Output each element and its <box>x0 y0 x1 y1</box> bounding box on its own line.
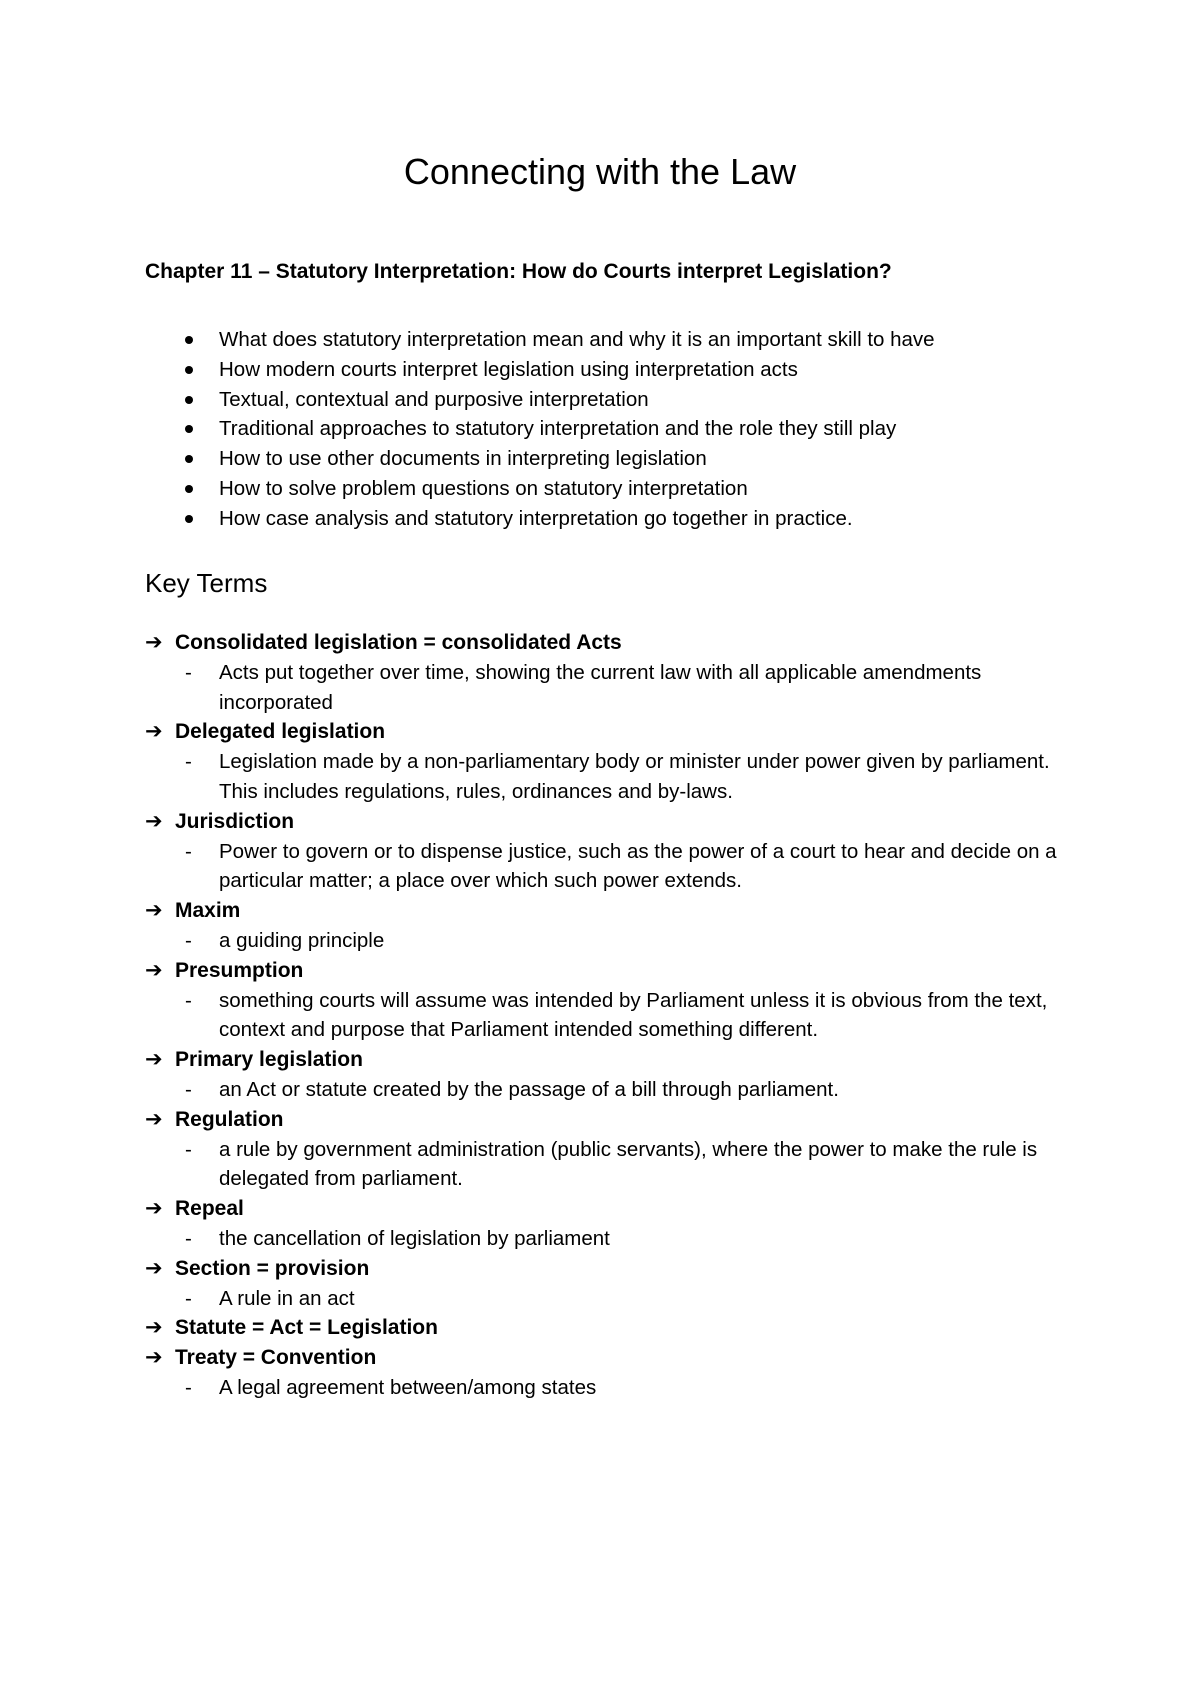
term-entry <box>145 1045 1075 1105</box>
objective-text: Traditional approaches to statutory interpretation and the role they still play <box>219 417 897 441</box>
objective-text: How case analysis and statutory interpretation go together in practice. <box>219 506 853 530</box>
definition-text: Legislation made by a non-parliamentary body or minister under power given by parliament. This includes regulations, rules, ordinances and by-laws. <box>219 750 1050 803</box>
arrow-right-icon: ➔ <box>145 1107 163 1131</box>
term-name: Delegated legislation <box>175 720 386 744</box>
term-entry <box>145 1343 1075 1403</box>
arrow-right-icon: ➔ <box>145 1048 163 1072</box>
objective-text: How to use other documents in interpreting legislation <box>219 447 707 471</box>
term-entry <box>145 896 1075 956</box>
term-name-row <box>145 717 1075 747</box>
arrow-right-icon: ➔ <box>145 1197 163 1221</box>
term-name: Section = provision <box>175 1256 370 1280</box>
term-definition <box>145 1284 1075 1314</box>
dash-icon: - <box>185 928 192 952</box>
term-name-row <box>145 1343 1075 1373</box>
arrow-right-icon: ➔ <box>145 1346 163 1370</box>
term-definitions <box>145 926 1075 956</box>
objective-item <box>145 444 1105 474</box>
bullet-icon <box>185 366 193 374</box>
arrow-right-icon: ➔ <box>145 958 163 982</box>
term-name-row <box>145 1105 1075 1135</box>
bullet-icon <box>185 336 193 344</box>
term-entry <box>145 1313 1075 1343</box>
term-entry <box>145 1105 1075 1194</box>
term-definition <box>145 1075 1075 1105</box>
term-definitions <box>145 1075 1075 1105</box>
term-definition <box>145 747 1075 807</box>
term-name-row <box>145 807 1075 837</box>
definition-text: A rule in an act <box>219 1286 355 1310</box>
objective-item <box>145 355 1105 385</box>
term-definitions <box>145 1373 1075 1403</box>
term-definitions <box>145 658 1075 718</box>
objective-item <box>145 325 1105 355</box>
term-name: Repeal <box>175 1197 244 1221</box>
term-name-row <box>145 1045 1075 1075</box>
term-name: Regulation <box>175 1107 284 1131</box>
bullet-icon <box>185 485 193 493</box>
arrow-right-icon: ➔ <box>145 809 163 833</box>
term-definition <box>145 1373 1075 1403</box>
document-title: Connecting with the Law <box>403 151 797 192</box>
term-definition <box>145 986 1075 1046</box>
term-definitions <box>145 986 1075 1046</box>
term-entry <box>145 717 1075 806</box>
arrow-right-icon: ➔ <box>145 899 163 923</box>
bullet-icon <box>185 515 193 523</box>
dash-icon: - <box>185 988 192 1012</box>
term-definitions <box>145 1284 1075 1314</box>
key-terms-heading: Key Terms <box>145 568 268 598</box>
term-name: Maxim <box>175 899 241 923</box>
chapter-heading: Chapter 11 – Statutory Interpretation: How do Courts interpret Legislation? <box>145 260 892 283</box>
term-name: Consolidated legislation = consolidated Acts <box>175 631 622 654</box>
term-entry <box>145 956 1075 1045</box>
term-entry <box>145 1254 1075 1314</box>
dash-icon: - <box>185 1077 192 1101</box>
term-definitions <box>145 747 1075 807</box>
definition-text: Acts put together over time, showing the current law with all applicable amendments incorporated <box>219 660 982 714</box>
term-definitions <box>145 837 1075 897</box>
bullet-icon <box>185 425 193 433</box>
term-name: Statute = Act = Legislation <box>175 1316 438 1340</box>
term-entry <box>145 1194 1075 1254</box>
bullet-icon <box>185 455 193 463</box>
arrow-right-icon: ➔ <box>145 631 163 654</box>
objective-item <box>145 414 1105 444</box>
definition-text: the cancellation of legislation by parliament <box>219 1226 610 1250</box>
objective-text: How modern courts interpret legislation using interpretation acts <box>219 357 798 381</box>
term-name-row <box>145 628 1075 658</box>
term-definition <box>145 1135 1075 1195</box>
term-definition <box>145 658 1075 718</box>
arrow-right-icon: ➔ <box>145 1316 163 1340</box>
dash-icon: - <box>185 1137 192 1161</box>
learning-objectives-list <box>145 325 1105 534</box>
term-definitions <box>145 1224 1075 1254</box>
term-definition <box>145 837 1075 897</box>
dash-icon: - <box>185 750 192 774</box>
dash-icon: - <box>185 1226 192 1250</box>
term-definition <box>145 926 1075 956</box>
definition-text: a rule by government administration (public servants), where the power to make the rule is delegated from parliament. <box>219 1137 1038 1191</box>
arrow-right-icon: ➔ <box>145 1256 163 1280</box>
arrow-right-icon: ➔ <box>145 720 163 744</box>
term-name: Presumption <box>175 958 304 982</box>
term-entry <box>145 807 1075 896</box>
definition-text: a guiding principle <box>219 928 385 952</box>
term-name-row <box>145 896 1075 926</box>
objective-item <box>145 504 1105 534</box>
term-name-row <box>145 1194 1075 1224</box>
bullet-icon <box>185 396 193 404</box>
objective-text: What does statutory interpretation mean and why it is an important skill to have <box>219 328 935 351</box>
definition-text: Power to govern or to dispense justice, such as the power of a court to hear and decide on a particular matter; a place over which such power extends. <box>219 839 1057 893</box>
definition-text: A legal agreement between/among states <box>219 1375 597 1399</box>
objective-text: Textual, contextual and purposive interpretation <box>219 387 649 411</box>
term-name: Treaty = Convention <box>175 1346 377 1370</box>
term-name: Primary legislation <box>175 1048 363 1072</box>
dash-icon: - <box>185 660 192 684</box>
term-name-row <box>145 1254 1075 1284</box>
objective-text: How to solve problem questions on statutory interpretation <box>219 476 748 500</box>
term-entry <box>145 628 1075 717</box>
dash-icon: - <box>185 839 192 863</box>
dash-icon: - <box>185 1286 192 1310</box>
term-definition <box>145 1224 1075 1254</box>
key-terms-list <box>145 628 1075 1403</box>
term-definitions <box>145 1135 1075 1195</box>
definition-text: an Act or statute created by the passage of a bill through parliament. <box>219 1077 839 1101</box>
objective-item <box>145 385 1105 415</box>
term-name-row <box>145 1313 1075 1343</box>
term-name-row <box>145 956 1075 986</box>
dash-icon: - <box>185 1375 192 1399</box>
objective-item <box>145 474 1105 504</box>
term-name: Jurisdiction <box>175 809 295 833</box>
definition-text: something courts will assume was intended by Parliament unless it is obvious from the text, context and purpose that Parliament intended something different. <box>219 988 1048 1042</box>
